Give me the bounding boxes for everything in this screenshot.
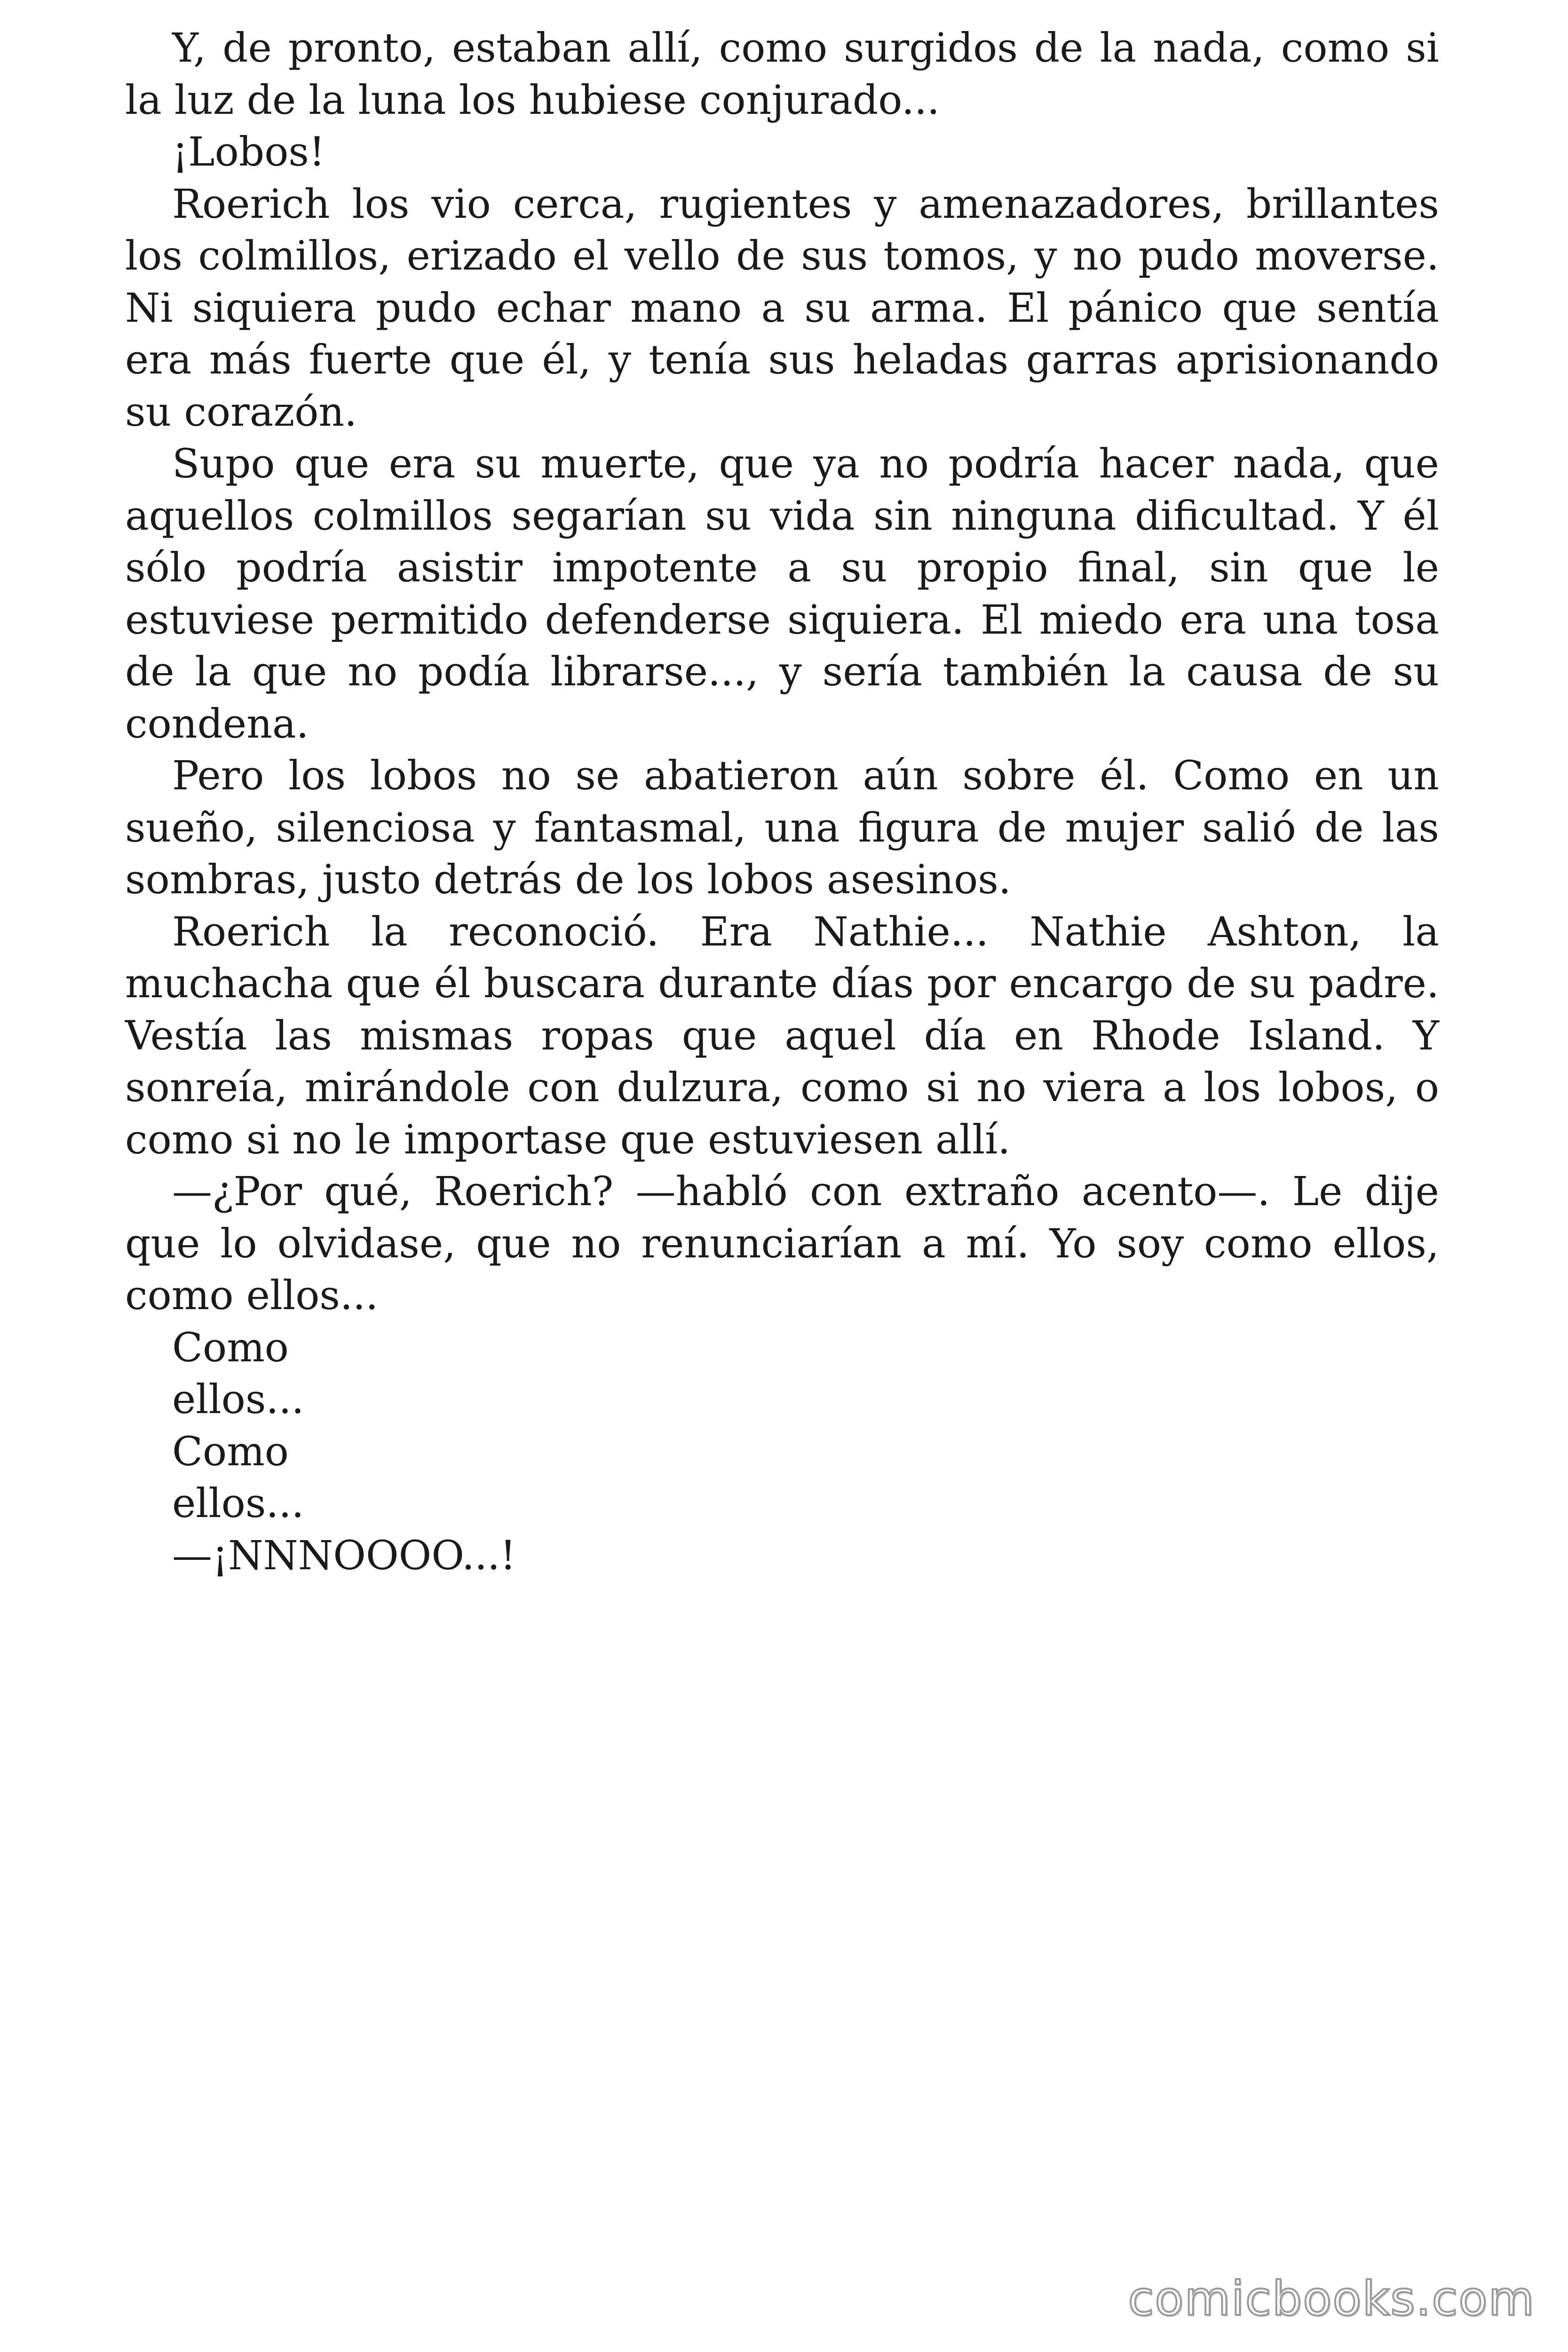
paragraph: —¡NNNOOOO...! <box>172 1532 516 1579</box>
watermark: comicbooks.com <box>1128 2271 1535 2326</box>
paragraph: Como <box>172 1324 289 1371</box>
paragraph: —¿Por qué, Roerich? —habló con extraño acento—. Le dije que lo olvidase, que no renunciarían a mí. Yo soy como ellos, como ellos... <box>125 1168 1439 1319</box>
paragraph: Roerich la reconoció. Era Nathie... Nathie Ashton, la muchacha que él buscara durante días por encargo de su padre. Vestía las mismas ropas que aquel día en Rhode Island. Y sonreía, mirándole con dulzura, como si no viera a los lobos, o como si no le importase que estuviesen allí. <box>125 908 1439 1163</box>
paragraph: Y, de pronto, estaban allí, como surgidos de la nada, como si la luz de la luna los hubiese conjurado... <box>125 25 1439 124</box>
paragraph: Supo que era su muerte, que ya no podría hacer nada, que aquellos colmillos segarían su vida sin ninguna dificultad. Y él sólo podría asistir impotente a su propio final, sin que le estuviese permitido defenderse siquiera. El miedo era una tosa de la que no podía librarse..., y sería también la causa de su condena. <box>125 441 1439 747</box>
page-text <box>125 23 1439 1582</box>
paragraph: ¡Lobos! <box>172 129 325 175</box>
paragraph: Pero los lobos no se abatieron aún sobre él. Como en un sueño, silenciosa y fantasmal, una figura de mujer salió de las sombras, justo detrás de los lobos asesinos. <box>125 753 1439 903</box>
paragraph: ellos... <box>172 1376 304 1423</box>
paragraph: Como <box>172 1428 289 1475</box>
paragraph: Roerich los vio cerca, rugientes y amenazadores, brillantes los colmillos, erizado el vello de sus tomos, y no pudo moverse. Ni siquiera pudo echar mano a su arma. El pánico que sentía era más fuerte que él, y tenía sus heladas garras aprisionando su corazón. <box>125 181 1439 436</box>
paragraph: ellos... <box>172 1480 304 1527</box>
